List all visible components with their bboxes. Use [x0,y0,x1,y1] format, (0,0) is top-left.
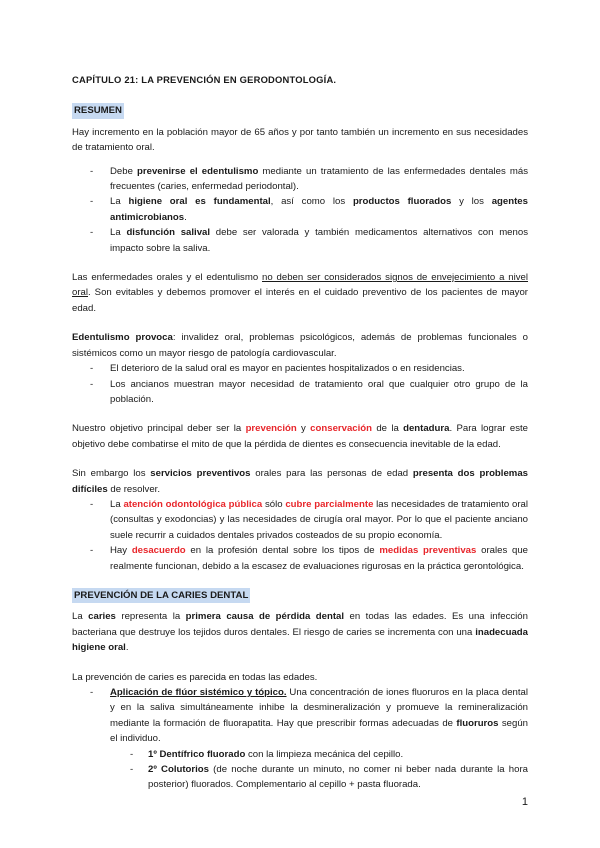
paragraph-intro: Hay incremento en la población mayor de 65 años y por tanto también un incremento en sus necesidades de tratamiento oral. [72,126,528,154]
list-item: - Aplicación de flúor sistémico y tópico. Una concentración de iones fluoruros en la placa dental y en la saliva simultáneamente inhibe la desmineralización y promueve la remineralización mediante la formación de fluorapatita. Hay que prescribir formas adecuadas de fluoruros según el individuo. [72,685,528,747]
paragraph-problems: Sin embargo los servicios preventivos orales para las personas de edad presenta dos problemas difíciles de resolver. [72,468,528,495]
list-item: - Debe prevenirse el edentulismo mediante un tratamiento de las enfermedades dentales más frecuentes (caries, enfermedad periodontal). [72,164,528,195]
list-item: - La disfunción salival debe ser valorada y también medicamentos alternativos con menos impacto sobre la saliva. [72,225,528,256]
paragraph-consequences: Edentulismo provoca: invalidez oral, problemas psicológicos, además de problemas funcionales o sistémicos como un mayor riesgo de patología cardiovascular. [72,332,528,359]
paragraph-edentulism: Las enfermedades orales y el edentulismo no deben ser considerados signos de envejecimiento a nivel oral. Son evitables y debemos promover el interés en el cuidado preventivo de los pacientes de mayor edad. [72,272,529,314]
list-item: - La atención odontológica pública sólo cubre parcialmente las necesidades de tratamiento oral (consultas y exodoncias) y las necesidades de cirugía oral mayor. Por lo que el paciente anciano suele recurrir a cuidados dentales privados costeados de su propio economía. [72,497,528,543]
paragraph-caries: La caries representa la primera causa de pérdida dental en todas las edades. Es una infección bacteriana que destruye los tejidos duros dentales. El riesgo de caries se incrementa con una inadecuada higiene oral. [72,611,528,654]
paragraph-objective: Nuestro objetivo principal deber ser la prevención y conservación de la dentadura. Para lograr este objetivo debe combatirse el mito de que la pérdida de dientes es consecuencia inevitable de la edad. [72,423,528,450]
page-number: 1 [521,796,528,808]
prevention-list [72,685,528,747]
summary-list [72,164,528,256]
section-heading-resumen: RESUMEN [72,103,124,118]
list-item: - 2º Colutorios (de noche durante un minuto, no comer ni beber nada durante la hora posterior) fluorados. Complementario al cepillo + pasta fluorada. [72,762,528,793]
section-heading-caries: PREVENCIÓN DE LA CARIES DENTAL [72,588,250,603]
problems-list [72,497,528,574]
list-item: - La higiene oral es fundamental, así como los productos fluorados y los agentes antimicrobianos. [72,194,528,225]
list-item: - Hay desacuerdo en la profesión dental sobre los tipos de medidas preventivas orales que realmente funcionan, debido a la escasez de evaluaciones rigurosas en la práctica gerontológica. [72,543,528,574]
list-item: - Los ancianos muestran mayor necesidad de tratamiento oral que cualquier otro grupo de la población. [72,377,528,408]
consequences-list [72,361,528,407]
chapter-title: CAPÍTULO 21: LA PREVENCIÓN EN GERODONTOLOGÍA. [72,74,337,85]
list-item: - 1º Dentífrico fluorado con la limpieza mecánica del cepillo. [72,747,528,762]
page-content [72,72,528,793]
list-item: - El deterioro de la salud oral es mayor en pacientes hospitalizados o en residencias. [72,361,528,376]
fluoride-sublist [72,747,528,793]
paragraph-prevention: La prevención de caries es parecida en todas las edades. [72,671,318,683]
